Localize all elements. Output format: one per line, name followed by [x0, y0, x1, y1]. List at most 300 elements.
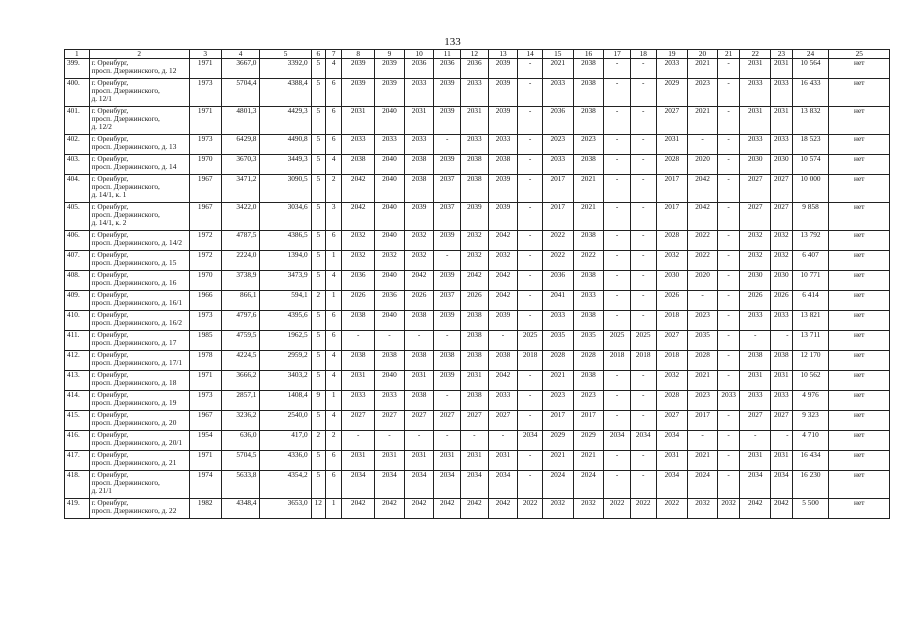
cell-col-7: 6: [325, 231, 341, 251]
cell-col-16: 2038: [573, 371, 604, 391]
cell-col-22: 2027: [740, 203, 771, 231]
cell-col-22: 2026: [740, 291, 771, 311]
cell-col-15: 2024: [542, 471, 573, 499]
address-line: просп. Дзержинского,: [91, 86, 160, 96]
address-line: г. Оренбург,: [91, 154, 129, 163]
cell-col-16: 2035: [573, 331, 604, 351]
cell-col-15: 2017: [542, 411, 573, 431]
cell-col-13: 2042: [488, 371, 518, 391]
cell-col-16: 2038: [573, 311, 604, 331]
address-line: д. 12/1: [91, 94, 112, 104]
cell-col-24: 4 976: [792, 391, 829, 411]
cell-col-4: 5704,5: [221, 451, 260, 471]
cell-col-18: -: [630, 371, 656, 391]
cell-col-4: 3670,3: [221, 155, 260, 175]
cell-col-5: 3473,9: [260, 271, 311, 291]
cell-col-12: 2038: [461, 311, 489, 331]
cell-col-8: 2031: [342, 451, 375, 471]
cell-col-15: 2023: [542, 391, 573, 411]
address-line: просп. Дзержинского,: [91, 182, 160, 192]
cell-col-17: -: [604, 135, 631, 155]
cell-col-8: 2036: [342, 271, 375, 291]
cell-col-11: 2039: [434, 155, 461, 175]
cell-col-11: -: [434, 431, 461, 451]
row-number: 408.: [65, 271, 90, 291]
cell-col-11: -: [434, 391, 461, 411]
cell-col-12: -: [461, 431, 489, 451]
cell-col-3: 1971: [189, 451, 221, 471]
cell-col-14: -: [518, 451, 543, 471]
address-line: д. 14/1, к. 2: [91, 218, 127, 228]
cell-col-14: 2025: [518, 331, 543, 351]
cell-col-20: 2021: [688, 371, 718, 391]
cell-col-19: 2018: [656, 311, 688, 331]
cell-col-16: 2038: [573, 271, 604, 291]
cell-col-9: 2040: [375, 107, 405, 135]
cell-col-6: 5: [311, 107, 325, 135]
cell-col-23: 2027: [771, 203, 792, 231]
cell-col-11: 2039: [434, 231, 461, 251]
cell-col-7: 4: [325, 351, 341, 371]
cell-col-5: 3403,2: [260, 371, 311, 391]
cell-col-7: 1: [325, 391, 341, 411]
cell-col-25: нет: [829, 431, 890, 451]
cell-col-25: нет: [829, 291, 890, 311]
cell-col-23: 2031: [771, 107, 792, 135]
cell-col-5: 3449,3: [260, 155, 311, 175]
cell-col-25: нет: [829, 175, 890, 203]
address-cell: [89, 203, 189, 231]
table-row: [65, 499, 890, 519]
cell-col-6: 5: [311, 135, 325, 155]
cell-col-24: 16 434: [792, 451, 829, 471]
cell-col-19: 2027: [656, 331, 688, 351]
row-number: 418.: [65, 471, 90, 499]
address-line: просп. Дзержинского, д. 20: [91, 418, 177, 428]
table-row: [65, 291, 890, 311]
cell-col-19: 2032: [656, 251, 688, 271]
table-body: [65, 50, 890, 519]
cell-col-12: 2031: [461, 107, 489, 135]
cell-col-8: 2038: [342, 351, 375, 371]
cell-col-9: 2039: [375, 59, 405, 79]
cell-col-7: 6: [325, 451, 341, 471]
cell-col-24: 10 771: [792, 271, 829, 291]
cell-col-3: 1966: [189, 291, 221, 311]
cell-col-20: 2042: [688, 203, 718, 231]
cell-col-25: нет: [829, 331, 890, 351]
cell-col-22: 2033: [740, 79, 771, 107]
cell-col-23: 2034: [771, 471, 792, 499]
address-line: просп. Дзержинского,: [91, 114, 160, 124]
cell-col-4: 4801,3: [221, 107, 260, 135]
address-line: просп. Дзержинского, д. 18: [91, 378, 177, 388]
cell-col-19: 2030: [656, 271, 688, 291]
cell-col-5: 1408,4: [260, 391, 311, 411]
cell-col-10: 2031: [404, 371, 434, 391]
cell-col-4: 3667,0: [221, 59, 260, 79]
cell-col-19: 2017: [656, 203, 688, 231]
address-line: д. 12/2: [91, 122, 112, 132]
cell-col-22: 2030: [740, 155, 771, 175]
cell-col-12: 2026: [461, 291, 489, 311]
cell-col-15: 2033: [542, 155, 573, 175]
cell-col-16: 2038: [573, 59, 604, 79]
cell-col-13: -: [488, 331, 518, 351]
cell-col-8: 2042: [342, 203, 375, 231]
cell-col-7: 6: [325, 135, 341, 155]
cell-col-5: 4388,4: [260, 79, 311, 107]
address-line: г. Оренбург,: [91, 134, 129, 143]
cell-col-12: 2038: [461, 155, 489, 175]
address-line: д. 14/1, к. 1: [91, 190, 127, 200]
cell-col-11: 2036: [434, 59, 461, 79]
address-cell: [89, 271, 189, 291]
cell-col-20: -: [688, 291, 718, 311]
cell-col-7: 4: [325, 59, 341, 79]
cell-col-8: 2032: [342, 251, 375, 271]
cell-col-3: 1972: [189, 251, 221, 271]
cell-col-6: 2: [311, 291, 325, 311]
cell-col-3: 1971: [189, 371, 221, 391]
cell-col-25: нет: [829, 251, 890, 271]
cell-col-6: 5: [311, 231, 325, 251]
cell-col-11: 2042: [434, 499, 461, 519]
cell-col-8: 2031: [342, 107, 375, 135]
cell-col-19: 2018: [656, 351, 688, 371]
cell-col-22: 2030: [740, 271, 771, 291]
cell-col-11: 2039: [434, 371, 461, 391]
cell-col-12: 2032: [461, 251, 489, 271]
cell-col-16: 2028: [573, 351, 604, 371]
cell-col-10: 2032: [404, 251, 434, 271]
cell-col-5: 3034,6: [260, 203, 311, 231]
cell-col-7: 6: [325, 331, 341, 351]
address-line: г. Оренбург,: [91, 270, 129, 279]
address-cell: [89, 411, 189, 431]
cell-col-22: 2042: [740, 499, 771, 519]
cell-col-18: -: [630, 59, 656, 79]
cell-col-13: 2033: [488, 135, 518, 155]
cell-col-17: -: [604, 175, 631, 203]
cell-col-12: 2036: [461, 59, 489, 79]
cell-col-3: 1974: [189, 471, 221, 499]
cell-col-6: 5: [311, 155, 325, 175]
cell-col-7: 6: [325, 79, 341, 107]
cell-col-13: 2038: [488, 351, 518, 371]
cell-col-8: 2033: [342, 135, 375, 155]
cell-col-6: 5: [311, 451, 325, 471]
cell-col-14: -: [518, 271, 543, 291]
cell-col-17: 2025: [604, 331, 631, 351]
cell-col-10: 2031: [404, 107, 434, 135]
cell-col-8: 2039: [342, 59, 375, 79]
cell-col-13: 2039: [488, 59, 518, 79]
cell-col-20: 2022: [688, 231, 718, 251]
column-number-24: 24: [792, 50, 829, 59]
cell-col-10: 2033: [404, 79, 434, 107]
cell-col-20: 2021: [688, 107, 718, 135]
cell-col-25: нет: [829, 471, 890, 499]
cell-col-19: 2031: [656, 135, 688, 155]
address-line: просп. Дзержинского, д. 15: [91, 258, 177, 268]
cell-col-19: 2034: [656, 431, 688, 451]
housing-registry-table: [64, 49, 890, 519]
cell-col-17: -: [604, 79, 631, 107]
cell-col-20: 2032: [688, 499, 718, 519]
address-line: д. 21/1: [91, 486, 112, 496]
cell-col-23: 2032: [771, 231, 792, 251]
cell-col-18: -: [630, 231, 656, 251]
cell-col-22: 2033: [740, 391, 771, 411]
cell-col-6: 5: [311, 79, 325, 107]
row-number: 403.: [65, 155, 90, 175]
column-number-10: 10: [404, 50, 434, 59]
cell-col-22: 2027: [740, 175, 771, 203]
cell-col-21: -: [717, 291, 740, 311]
column-number-12: 12: [461, 50, 489, 59]
cell-col-19: 2027: [656, 107, 688, 135]
cell-col-13: 2027: [488, 411, 518, 431]
table-row: [65, 59, 890, 79]
cell-col-21: -: [717, 79, 740, 107]
cell-col-22: 2027: [740, 411, 771, 431]
cell-col-19: 2033: [656, 59, 688, 79]
cell-col-17: -: [604, 371, 631, 391]
address-line: г. Оренбург,: [91, 310, 129, 319]
cell-col-14: 2022: [518, 499, 543, 519]
cell-col-10: 2039: [404, 203, 434, 231]
cell-col-19: 2026: [656, 291, 688, 311]
address-line: просп. Дзержинского, д. 21: [91, 458, 177, 468]
address-cell: [89, 431, 189, 451]
cell-col-9: 2040: [375, 203, 405, 231]
cell-col-21: -: [717, 331, 740, 351]
cell-col-15: 2033: [542, 311, 573, 331]
address-line: г. Оренбург,: [91, 350, 129, 359]
cell-col-14: -: [518, 107, 543, 135]
cell-col-19: 2029: [656, 79, 688, 107]
cell-col-23: 2033: [771, 311, 792, 331]
address-line: просп. Дзержинского, д. 20/1: [91, 438, 183, 448]
cell-col-16: 2032: [573, 499, 604, 519]
cell-col-11: 2038: [434, 351, 461, 371]
cell-col-21: -: [717, 411, 740, 431]
cell-col-21: -: [717, 59, 740, 79]
cell-col-5: 3653,0: [260, 499, 311, 519]
cell-col-12: 2042: [461, 499, 489, 519]
cell-col-16: 2023: [573, 135, 604, 155]
cell-col-11: -: [434, 135, 461, 155]
cell-col-25: нет: [829, 499, 890, 519]
cell-col-23: 2026: [771, 291, 792, 311]
column-number-17: 17: [604, 50, 631, 59]
cell-col-15: 2021: [542, 451, 573, 471]
cell-col-19: 2022: [656, 499, 688, 519]
cell-col-8: 2031: [342, 371, 375, 391]
cell-col-19: 2032: [656, 371, 688, 391]
row-number: 410.: [65, 311, 90, 331]
address-line: просп. Дзержинского, д. 14/2: [91, 238, 183, 248]
address-line: просп. Дзержинского, д. 22: [91, 506, 177, 516]
cell-col-9: 2040: [375, 371, 405, 391]
cell-col-18: -: [630, 79, 656, 107]
address-cell: [89, 107, 189, 135]
address-line: г. Оренбург,: [91, 106, 129, 115]
address-line: просп. Дзержинского, д. 16/2: [91, 318, 183, 328]
cell-col-10: 2038: [404, 311, 434, 331]
row-number: 407.: [65, 251, 90, 271]
cell-col-22: 2033: [740, 135, 771, 155]
address-cell: [89, 311, 189, 331]
row-number: 402.: [65, 135, 90, 155]
cell-col-15: 2021: [542, 371, 573, 391]
cell-col-5: 4354,2: [260, 471, 311, 499]
cell-col-7: 1: [325, 291, 341, 311]
row-number: 415.: [65, 411, 90, 431]
cell-col-12: 2039: [461, 203, 489, 231]
cell-col-11: 2039: [434, 79, 461, 107]
cell-col-3: 1967: [189, 203, 221, 231]
cell-col-17: 2034: [604, 431, 631, 451]
cell-col-21: 2032: [717, 499, 740, 519]
address-cell: [89, 391, 189, 411]
table-row: [65, 391, 890, 411]
cell-col-10: 2027: [404, 411, 434, 431]
cell-col-23: 2031: [771, 451, 792, 471]
address-line: г. Оренбург,: [91, 202, 129, 211]
column-number-6: 6: [311, 50, 325, 59]
cell-col-15: 2033: [542, 79, 573, 107]
cell-col-19: 2031: [656, 451, 688, 471]
cell-col-17: -: [604, 107, 631, 135]
cell-col-12: 2038: [461, 351, 489, 371]
cell-col-12: 2032: [461, 231, 489, 251]
cell-col-12: 2027: [461, 411, 489, 431]
cell-col-13: 2032: [488, 251, 518, 271]
cell-col-16: 2038: [573, 155, 604, 175]
cell-col-13: 2039: [488, 107, 518, 135]
table-row: [65, 107, 890, 135]
column-number-row: [65, 50, 890, 59]
cell-col-25: нет: [829, 351, 890, 371]
cell-col-16: 2038: [573, 107, 604, 135]
cell-col-23: -: [771, 431, 792, 451]
cell-col-7: 6: [325, 471, 341, 499]
cell-col-6: 5: [311, 471, 325, 499]
cell-col-7: 2: [325, 431, 341, 451]
cell-col-21: -: [717, 107, 740, 135]
cell-col-12: 2038: [461, 391, 489, 411]
address-cell: [89, 175, 189, 203]
cell-col-17: -: [604, 311, 631, 331]
cell-col-22: 2032: [740, 231, 771, 251]
cell-col-21: -: [717, 155, 740, 175]
cell-col-21: 2033: [717, 391, 740, 411]
address-line: г. Оренбург,: [91, 470, 129, 479]
cell-col-19: 2028: [656, 155, 688, 175]
cell-col-9: 2040: [375, 231, 405, 251]
cell-col-3: 1973: [189, 391, 221, 411]
cell-col-12: 2033: [461, 79, 489, 107]
cell-col-13: -: [488, 431, 518, 451]
cell-col-3: 1967: [189, 411, 221, 431]
cell-col-25: нет: [829, 79, 890, 107]
cell-col-5: 4395,6: [260, 311, 311, 331]
cell-col-16: 2021: [573, 203, 604, 231]
table-row: [65, 155, 890, 175]
address-line: просп. Дзержинского, д. 13: [91, 142, 177, 152]
cell-col-5: 3090,5: [260, 175, 311, 203]
cell-col-18: -: [630, 175, 656, 203]
cell-col-7: 4: [325, 371, 341, 391]
address-cell: [89, 499, 189, 519]
cell-col-8: 2042: [342, 175, 375, 203]
cell-col-9: 2031: [375, 451, 405, 471]
cell-col-11: 2039: [434, 271, 461, 291]
cell-col-4: 4759,5: [221, 331, 260, 351]
cell-col-18: -: [630, 203, 656, 231]
cell-col-16: 2021: [573, 451, 604, 471]
cell-col-9: 2039: [375, 79, 405, 107]
cell-col-25: нет: [829, 451, 890, 471]
cell-col-13: 2031: [488, 451, 518, 471]
cell-col-9: 2042: [375, 499, 405, 519]
cell-col-5: 4336,0: [260, 451, 311, 471]
cell-col-4: 4797,6: [221, 311, 260, 331]
cell-col-15: 2041: [542, 291, 573, 311]
cell-col-7: 4: [325, 411, 341, 431]
cell-col-6: 5: [311, 175, 325, 203]
cell-col-24: 10 574: [792, 155, 829, 175]
cell-col-10: 2042: [404, 499, 434, 519]
cell-col-9: -: [375, 431, 405, 451]
cell-col-17: -: [604, 411, 631, 431]
cell-col-10: 2038: [404, 175, 434, 203]
cell-col-5: 4490,8: [260, 135, 311, 155]
cell-col-21: -: [717, 203, 740, 231]
address-cell: [89, 155, 189, 175]
cell-col-25: нет: [829, 203, 890, 231]
row-number: 399.: [65, 59, 90, 79]
cell-col-22: 2033: [740, 311, 771, 331]
cell-col-12: 2038: [461, 331, 489, 351]
cell-col-15: 2036: [542, 271, 573, 291]
cell-col-21: -: [717, 371, 740, 391]
cell-col-18: -: [630, 451, 656, 471]
column-number-1: 1: [65, 50, 90, 59]
table-row: [65, 311, 890, 331]
cell-col-3: 1973: [189, 79, 221, 107]
cell-col-3: 1971: [189, 59, 221, 79]
cell-col-6: 5: [311, 371, 325, 391]
cell-col-6: 5: [311, 311, 325, 331]
cell-col-23: 2042: [771, 499, 792, 519]
cell-col-23: 2033: [771, 391, 792, 411]
column-number-11: 11: [434, 50, 461, 59]
cell-col-25: нет: [829, 59, 890, 79]
cell-col-13: 2038: [488, 155, 518, 175]
cell-col-8: -: [342, 431, 375, 451]
column-number-25: 25: [829, 50, 890, 59]
cell-col-8: -: [342, 331, 375, 351]
cell-col-12: 2038: [461, 175, 489, 203]
table-row: [65, 135, 890, 155]
cell-col-20: 2021: [688, 451, 718, 471]
cell-col-15: 2035: [542, 331, 573, 351]
table-row: [65, 231, 890, 251]
cell-col-25: нет: [829, 155, 890, 175]
